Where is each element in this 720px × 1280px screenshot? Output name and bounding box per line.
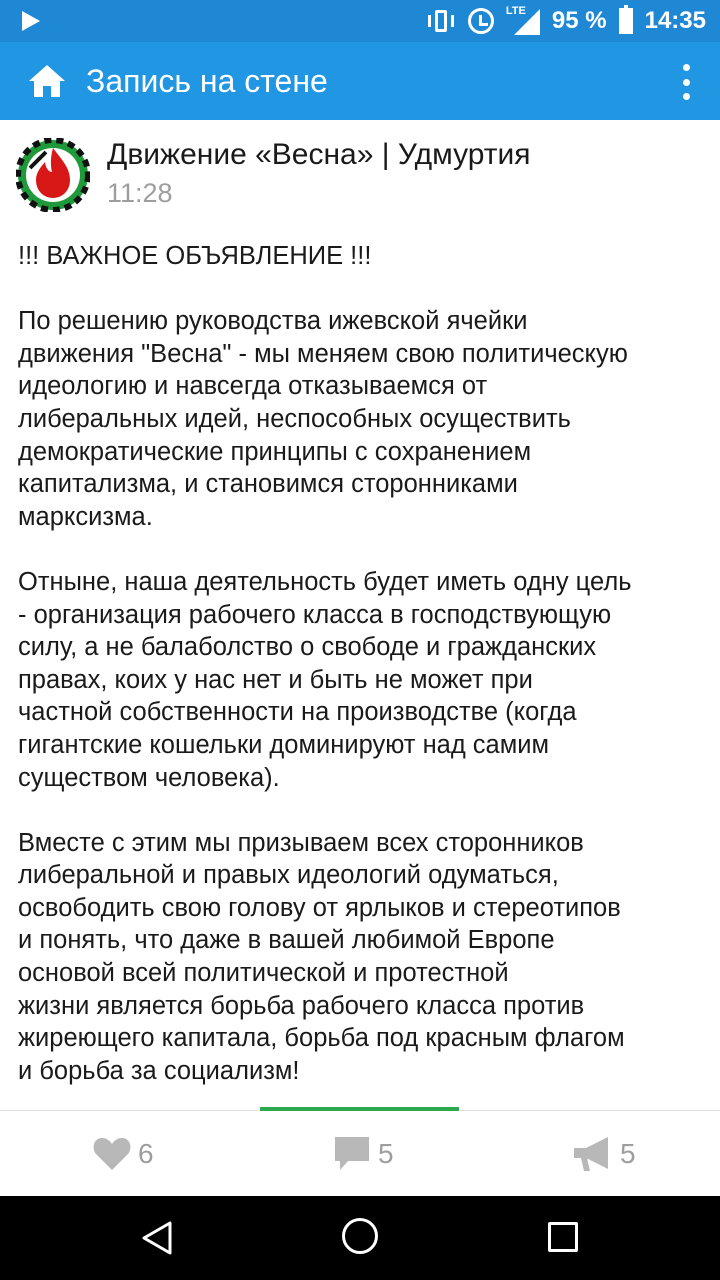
post-paragraph: !!! ВАЖНОЕ ОБЪЯВЛЕНИЕ !!! xyxy=(18,242,372,270)
home-icon[interactable] xyxy=(26,60,68,102)
repost-count: 5 xyxy=(620,1138,636,1169)
heart-icon xyxy=(92,1136,132,1172)
status-bar xyxy=(0,0,720,42)
vibrate-icon xyxy=(426,8,456,34)
post-paragraph: Отныне, наша деятельность будет иметь одну цель - организация рабочего класса в господствующую силу, а не балаболство о свободе и гражданских правах, коих у нас нет и быть не может при частной собственности на производстве (когда гигантские кошельки доминируют над самим существом человека). xyxy=(18,567,632,792)
post-author[interactable]: Движение «Весна» | Удмуртия xyxy=(107,138,531,171)
comment-count: 5 xyxy=(378,1138,394,1169)
home-nav-icon[interactable] xyxy=(342,1218,378,1254)
post-text xyxy=(18,240,708,1087)
like-count: 6 xyxy=(138,1138,154,1169)
network-type: LTE xyxy=(505,5,526,17)
play-icon xyxy=(22,11,40,31)
comment-icon xyxy=(332,1135,372,1173)
alarm-icon xyxy=(468,8,494,34)
post-paragraph: По решению руководства ижевской ячейки движения "Весна" - мы меняем свою политическую идеологию и навсегда отказываемся от либеральных идей, неспособных осуществить демократические принципы с сохранением капитализма, и становимся сторонниками марксизма. xyxy=(18,307,628,531)
clock: 14:35 xyxy=(644,7,706,34)
recent-apps-icon[interactable] xyxy=(548,1222,578,1252)
back-icon[interactable] xyxy=(140,1220,176,1256)
like-button[interactable] xyxy=(92,1133,154,1175)
post-paragraph: Вместе с этим мы призываем всех сторонников либеральной и правых идеологий одуматься, освободить свою голову от ярлыков и стереотипов и понять, что даже в вашей любимой Европе основой всей политической и протестной жизни является борьба рабочего класса против жиреющего капитала, борьба под красным флагом и борьба за социализм! xyxy=(18,828,625,1085)
navigation-bar xyxy=(0,1196,720,1280)
battery-percent: 95 % xyxy=(551,7,607,34)
comment-button[interactable] xyxy=(332,1133,394,1175)
more-vert-icon[interactable] xyxy=(682,64,690,100)
app-bar xyxy=(0,42,720,120)
megaphone-icon xyxy=(572,1135,614,1173)
status-icons xyxy=(426,0,706,42)
post-actions xyxy=(0,1111,720,1196)
page-title: Запись на стене xyxy=(86,63,328,99)
battery-icon xyxy=(619,8,633,34)
avatar[interactable] xyxy=(16,138,90,212)
repost-button[interactable] xyxy=(572,1133,636,1175)
post-time: 11:28 xyxy=(107,178,173,208)
signal-icon xyxy=(506,7,540,35)
